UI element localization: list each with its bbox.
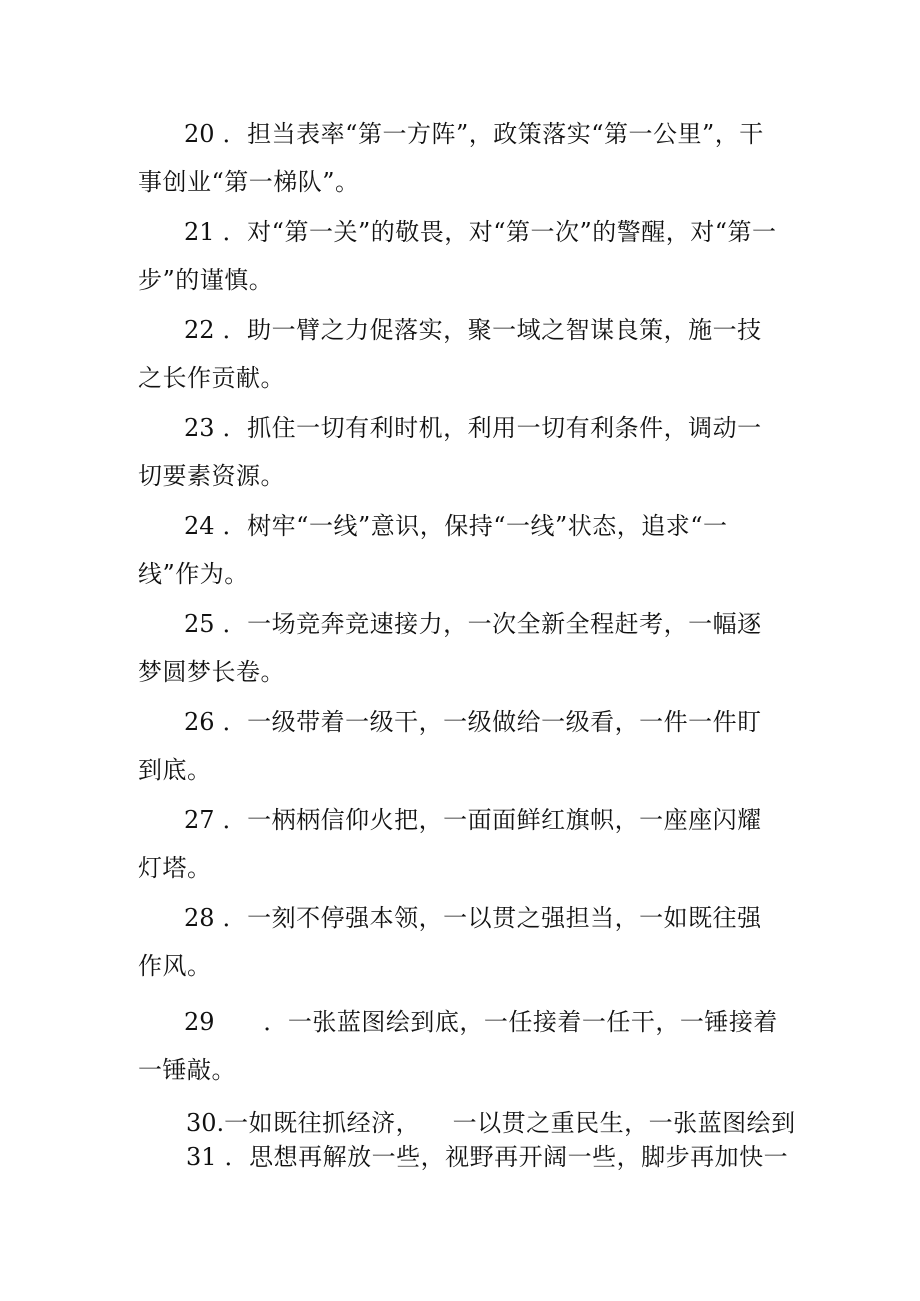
item-text: ．对“第一关”的敬畏，对“第一次”的警醒，对“第一步”的谨慎。 (138, 218, 777, 294)
item-number: 25 (184, 610, 215, 638)
item-number: 21 (184, 218, 215, 246)
item-text: ．一刻不停强本领，一以贯之强担当，一如既往强作风。 (138, 904, 762, 980)
list-item-29 (138, 998, 778, 1094)
item-text: ．一级带着一级干，一级做给一级看，一件一件盯到底。 (138, 708, 762, 784)
item-text: ．树牢“一线”意识，保持“一线”状态，追求“一线”作为。 (138, 512, 728, 588)
item-text: ．助一臂之力促落实，聚一域之智谋良策，施一技之长作贡献。 (138, 316, 762, 392)
item-text: 一如既往抓经济， 一以贯之重民生，一张蓝图绘到 (224, 1109, 796, 1137)
item-number: 22 (184, 316, 215, 344)
item-number: 20 (184, 120, 215, 148)
item-text: ．思想再解放一些，视野再开阔一些，脚步再加快一 (216, 1143, 789, 1171)
item-text: ．一场竞奔竞速接力，一次全新全程赶考，一幅逐梦圆梦长卷。 (138, 610, 762, 686)
item-text: ．一张蓝图绘到底，一任接着一任干，一锤接着一锤敲。 (138, 1008, 778, 1084)
list-item-31 (186, 1140, 788, 1174)
item-number: 26 (184, 708, 215, 736)
item-number: 31 (186, 1143, 217, 1171)
item-number: 29 (184, 1008, 215, 1036)
list-item-30 (186, 1106, 796, 1140)
item-number: 23 (184, 414, 215, 442)
list-item-22 (138, 306, 778, 402)
list-item-21 (138, 208, 778, 304)
item-number: 28 (184, 904, 215, 932)
list-item-25 (138, 600, 778, 696)
list-item-26 (138, 698, 778, 794)
list-item-20 (138, 110, 778, 206)
list-item-23 (138, 404, 778, 500)
item-text: ．抓住一切有利时机，利用一切有利条件，调动一切要素资源。 (138, 414, 762, 490)
item-text: ．担当表率“第一方阵”，政策落实“第一公里”，干事创业“第一梯队”。 (138, 120, 764, 196)
item-number: 30. (186, 1109, 225, 1137)
list-item-27 (138, 796, 778, 892)
list-item-28 (138, 894, 778, 990)
item-number: 24 (184, 512, 215, 540)
list-item-24 (138, 502, 778, 598)
item-number: 27 (184, 806, 215, 834)
item-text: ．一柄柄信仰火把，一面面鲜红旗帜，一座座闪耀灯塔。 (138, 806, 762, 882)
